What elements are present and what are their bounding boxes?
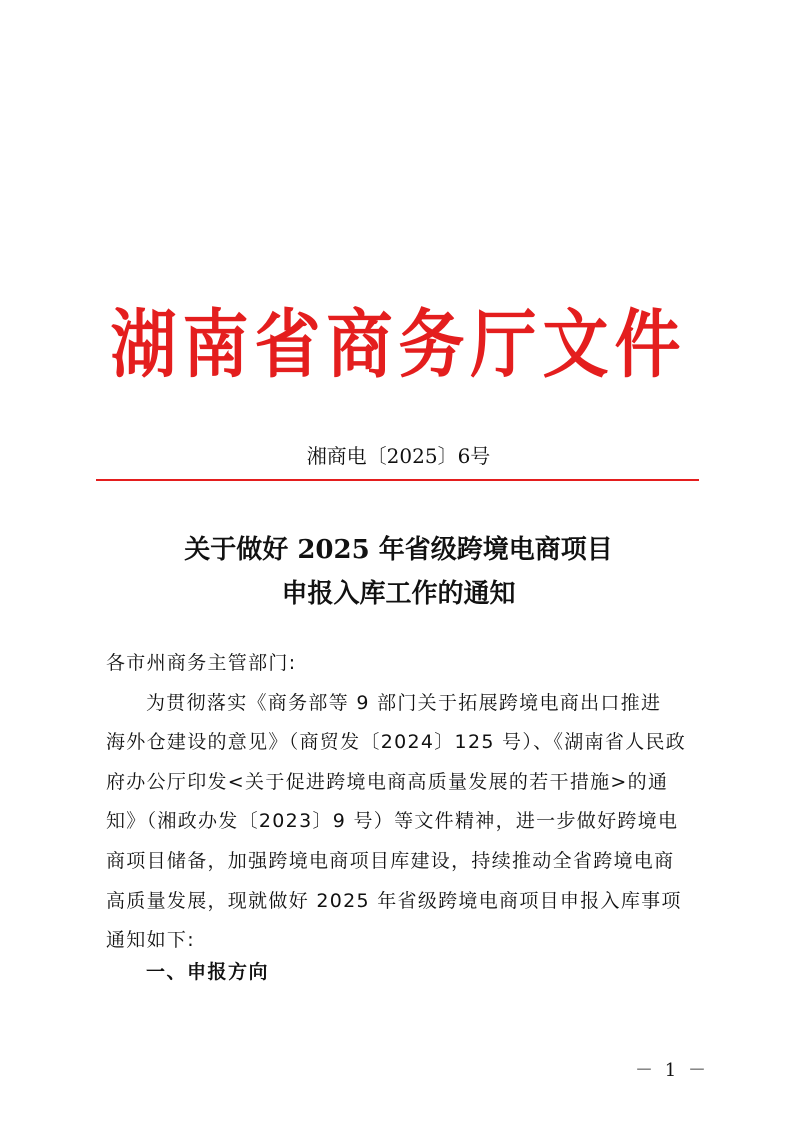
paragraph-line: 为贯彻落实《商务部等 9 部门关于拓展跨境电商出口推进 — [146, 691, 662, 714]
agency-red-header: 湖南省商务厅文件 — [110, 300, 687, 388]
paragraph-line: 高质量发展，现就做好 2025 年省级跨境电商项目申报入库事项 — [106, 889, 682, 912]
paragraph-line: 商项目储备，加强跨境电商项目库建设，持续推动全省跨境电商 — [106, 849, 675, 872]
paragraph-line: 海外仓建设的意见》（商贸发〔2024〕125 号）、《湖南省人民政 — [106, 731, 687, 754]
paragraph-line: 通知如下: — [106, 929, 195, 952]
notice-title-line-2: 申报入库工作的通知 — [281, 579, 516, 609]
notice-title-line-1: 关于做好 2025 年省级跨境电商项目 — [184, 535, 613, 565]
document-number: 湘商电〔2025〕6号 — [306, 444, 491, 468]
red-separator-rule — [96, 479, 699, 481]
page-number: － 1 － — [635, 1060, 709, 1081]
paragraph-line: 知》（湘政办发〔2023〕9 号）等文件精神，进一步做好跨境电 — [106, 810, 679, 833]
notice-title — [96, 528, 701, 616]
salutation: 各市州商务主管部门: — [106, 652, 297, 674]
paragraph-line: 府办公厅印发<关于促进跨境电商高质量发展的若干措施>的通 — [106, 770, 669, 793]
notice-body — [106, 644, 701, 961]
section-heading: 一、申报方向 — [146, 961, 270, 983]
